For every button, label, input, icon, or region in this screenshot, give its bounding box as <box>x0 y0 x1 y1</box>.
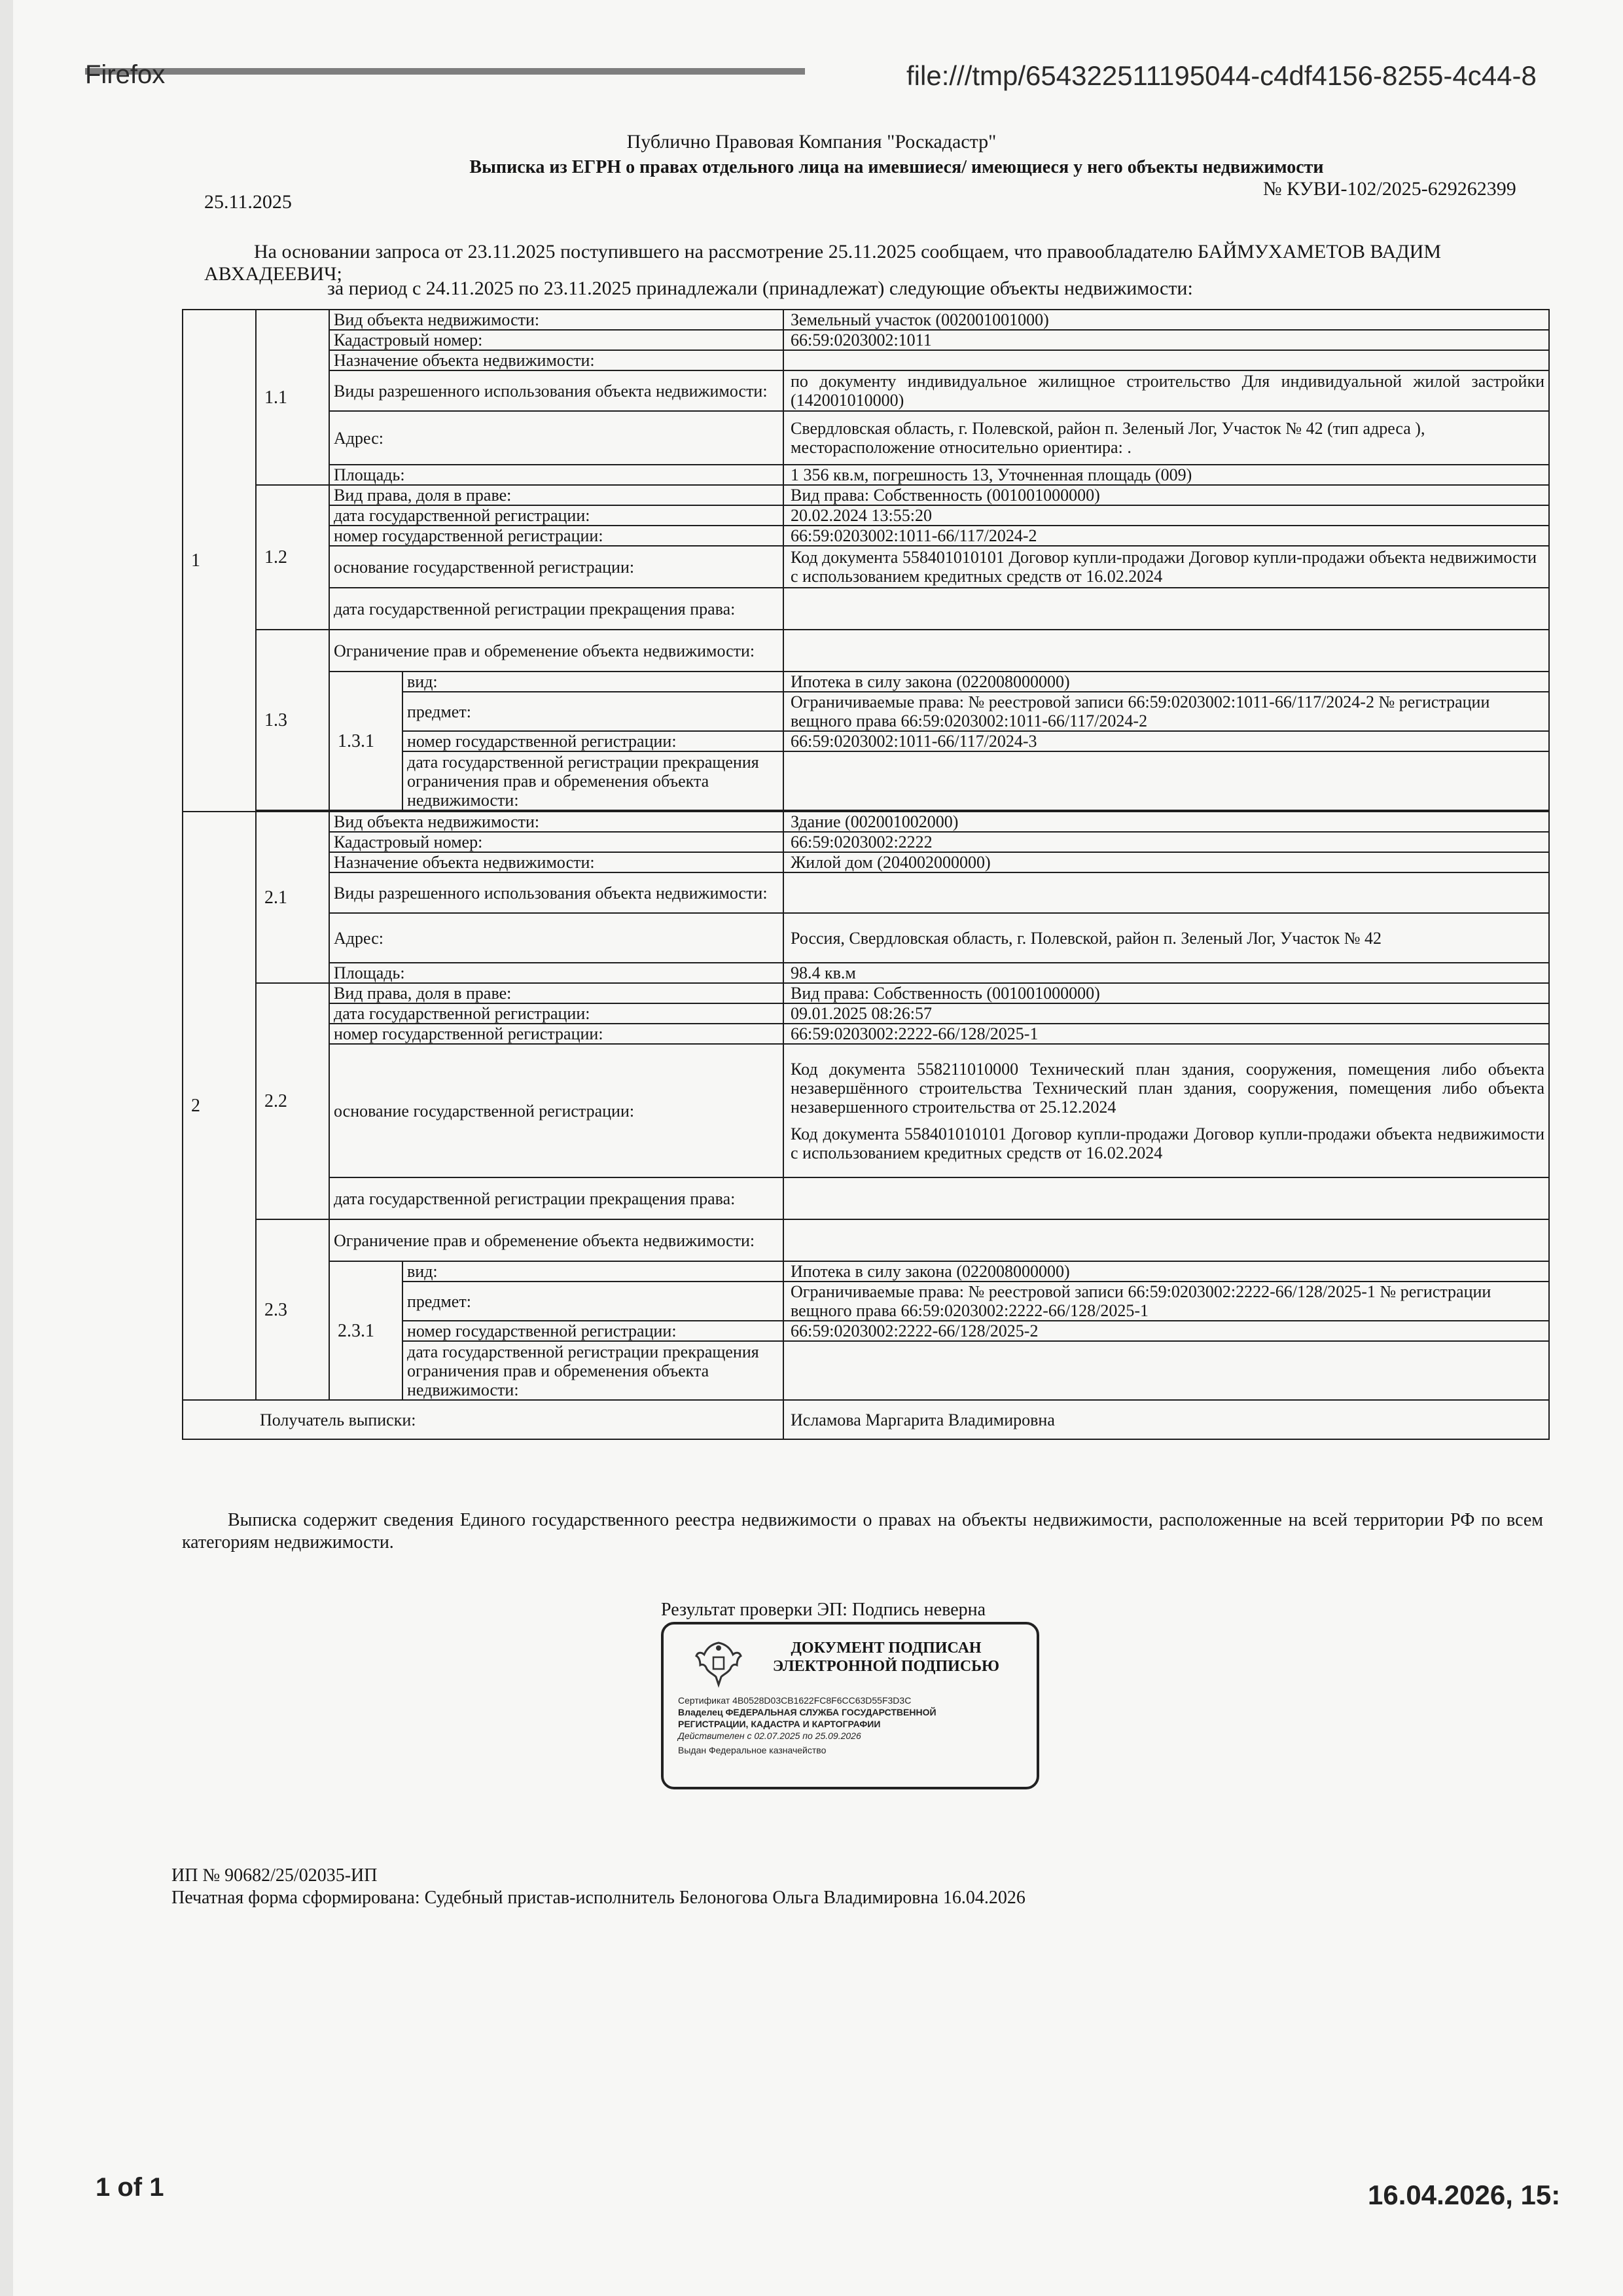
field-label: дата государственной регистрации прекращения ограничения прав и обременения объекта недвижимости: <box>402 1341 783 1400</box>
field-value: 09.01.2025 08:26:57 <box>783 1003 1549 1024</box>
field-label: номер государственной регистрации: <box>329 526 783 546</box>
field-label: Адрес: <box>329 411 783 465</box>
field-label: номер государственной регистрации: <box>402 731 783 751</box>
field-value: Здание (002001002000) <box>783 812 1549 832</box>
browser-name: Firefox <box>85 60 166 89</box>
field-label: предмет: <box>402 692 783 731</box>
doc-title: Выписка из ЕГРН о правах отдельного лица на имевшиеся/ имеющиеся у него объекты недвижимости <box>469 157 1324 177</box>
footer-note: Выписка содержит сведения Единого государственного реестра недвижимости о правах на объекты недвижимости, расположенные на всей территории РФ по всем категориям недвижимости. <box>182 1510 1543 1552</box>
recipient-value: Исламова Маргарита Владимировна <box>783 1400 1549 1439</box>
field-label: дата государственной регистрации прекращения права: <box>329 1177 783 1219</box>
field-label: предмет: <box>402 1282 783 1321</box>
field-value: 66:59:0203002:2222-66/128/2025-1 <box>783 1024 1549 1044</box>
doc-number: № КУВИ-102/2025-629262399 <box>1263 178 1516 200</box>
section-number: 1.1 <box>256 310 329 485</box>
field-label: Назначение объекта недвижимости: <box>329 852 783 872</box>
intro-line-2: АВХАДЕЕВИЧ; <box>204 263 342 285</box>
field-value: по документу индивидуальное жилищное строительство Для индивидуальной жилой застройки (142001010000) <box>783 370 1549 411</box>
field-label: Виды разрешенного использования объекта недвижимости: <box>329 872 783 913</box>
intro-line-3: за период с 24.11.2025 по 23.11.2025 принадлежали (принадлежат) следующие объекты недвижимости: <box>327 278 1193 299</box>
subsection-number: 2.3.1 <box>329 1261 402 1400</box>
stamp-owner-1: Владелец ФЕДЕРАЛЬНАЯ СЛУЖБА ГОСУДАРСТВЕННОЙ <box>678 1707 936 1717</box>
stamp-validity: Действителен с 02.07.2025 по 25.09.2026 <box>678 1731 861 1741</box>
section-number: 2.3 <box>256 1219 329 1400</box>
field-value: 66:59:0203002:1011-66/117/2024-2 <box>783 526 1549 546</box>
field-label: дата государственной регистрации прекращения права: <box>329 588 783 630</box>
intro-line-1: На основании запроса от 23.11.2025 поступившего на рассмотрение 25.11.2025 сообщаем, что правообладателю БАЙМУХАМЕТОВ ВАДИМ <box>254 241 1442 262</box>
section-number: 1.2 <box>256 485 329 630</box>
coat-of-arms-icon <box>692 1638 745 1690</box>
field-value <box>783 1177 1549 1219</box>
object-number: 2 <box>183 812 256 1400</box>
field-value: Код документа 558401010101 Договор купли-продажи Договор купли-продажи объекта недвижимости с использованием кредитных средств от 16.02.2024 <box>783 546 1549 588</box>
field-value: Вид права: Собственность (001001000000) <box>783 485 1549 505</box>
section-number: 2.1 <box>256 812 329 983</box>
field-label: Вид права, доля в праве: <box>329 485 783 505</box>
field-label: Вид объекта недвижимости: <box>329 310 783 330</box>
print-datetime: 16.04.2026, 15: <box>1368 2179 1561 2210</box>
org-name: Публично Правовая Компания "Роскадастр" <box>626 131 997 152</box>
field-label: Ограничение прав и обременение объекта недвижимости: <box>329 1219 783 1261</box>
scan-edge <box>0 0 13 2296</box>
field-value-group <box>783 1044 1549 1177</box>
file-url: file:///tmp/654322511195044-c4df4156-8255-4c44-8 <box>906 60 1537 91</box>
field-label: вид: <box>402 672 783 692</box>
stamp-title: ДОКУМЕНТ ПОДПИСАН ЭЛЕКТРОННОЙ ПОДПИСЬЮ <box>772 1640 1000 1675</box>
printed-by: Печатная форма сформирована: Судебный пристав-исполнитель Белоногова Ольга Владимировна 16.04.2026 <box>171 1888 1026 1908</box>
field-label: Кадастровый номер: <box>329 832 783 852</box>
field-value: Земельный участок (002001001000) <box>783 310 1549 330</box>
section-number: 1.3 <box>256 630 329 810</box>
field-value <box>783 1219 1549 1261</box>
field-label: Вид права, доля в праве: <box>329 983 783 1003</box>
field-label: основание государственной регистрации: <box>329 1044 783 1177</box>
field-value <box>783 350 1549 370</box>
field-label: номер государственной регистрации: <box>329 1024 783 1044</box>
field-label: Площадь: <box>329 963 783 983</box>
field-label: Адрес: <box>329 913 783 963</box>
field-label: Площадь: <box>329 465 783 485</box>
doc-date: 25.11.2025 <box>204 191 292 213</box>
field-value: 1 356 кв.м, погрешность 13, Уточненная площадь (009) <box>783 465 1549 485</box>
field-label: дата государственной регистрации прекращения ограничения прав и обременения объекта недвижимости: <box>402 751 783 810</box>
field-value: Жилой дом (204002000000) <box>783 852 1549 872</box>
enforcement-number: ИП № 90682/25/02035-ИП <box>171 1865 378 1886</box>
stamp-issuer: Выдан Федеральное казначейство <box>678 1745 827 1755</box>
field-value: 66:59:0203002:2222 <box>783 832 1549 852</box>
field-label: Кадастровый номер: <box>329 330 783 350</box>
field-value: 66:59:0203002:1011 <box>783 330 1549 350</box>
field-label: Ограничение прав и обременение объекта недвижимости: <box>329 630 783 672</box>
object-number: 1 <box>183 310 256 812</box>
field-label: дата государственной регистрации: <box>329 505 783 526</box>
field-value <box>783 872 1549 913</box>
field-value: Ограничиваемые права: № реестровой записи 66:59:0203002:1011-66/117/2024-2 № регистрации вещного права 66:59:0203002:1011-66/117/2024-2 <box>783 692 1549 731</box>
basis-document-1: Код документа 558211010000 Технический план здания, сооружения, помещения либо объекта незавершённого строительства Технический план здания, сооружения, помещения либо объекта незавершенного строительства от 25.12.2024 <box>791 1059 1545 1117</box>
field-value <box>783 630 1549 672</box>
signature-check-result: Результат проверки ЭП: Подпись неверна <box>661 1600 986 1620</box>
field-label: Виды разрешенного использования объекта недвижимости: <box>329 370 783 411</box>
rights-table <box>182 309 1550 1440</box>
field-label: номер государственной регистрации: <box>402 1321 783 1341</box>
stamp-owner-2: РЕГИСТРАЦИИ, КАДАСТРА И КАРТОГРАФИИ <box>678 1719 881 1729</box>
field-value: Вид права: Собственность (001001000000) <box>783 983 1549 1003</box>
field-value: 98.4 кв.м <box>783 963 1549 983</box>
recipient-label: Получатель выписки: <box>256 1400 783 1439</box>
field-value <box>783 588 1549 630</box>
print-header-bar <box>85 68 805 75</box>
field-value: Ипотека в силу закона (022008000000) <box>783 1261 1549 1282</box>
stamp-certificate: Сертификат 4B0528D03CB1622FC8F6CC63D55F3D3C <box>678 1695 912 1706</box>
field-value: Ипотека в силу закона (022008000000) <box>783 672 1549 692</box>
e-signature-stamp <box>661 1622 1039 1789</box>
field-label: основание государственной регистрации: <box>329 546 783 588</box>
field-value: 66:59:0203002:2222-66/128/2025-2 <box>783 1321 1549 1341</box>
field-label: Назначение объекта недвижимости: <box>329 350 783 370</box>
field-label: дата государственной регистрации: <box>329 1003 783 1024</box>
field-value <box>783 1341 1549 1400</box>
page-counter: 1 of 1 <box>96 2173 164 2202</box>
field-label: Вид объекта недвижимости: <box>329 812 783 832</box>
field-value: 66:59:0203002:1011-66/117/2024-3 <box>783 731 1549 751</box>
subsection-number: 1.3.1 <box>329 672 402 810</box>
section-number: 2.2 <box>256 983 329 1219</box>
field-value: Свердловская область, г. Полевской, район п. Зеленый Лог, Участок № 42 (тип адреса ), месторасположение относительно ориентира: . <box>783 411 1549 465</box>
basis-document-2: Код документа 558401010101 Договор купли-продажи Договор купли-продажи объекта недвижимости с использованием кредитных средств от 16.02.2024 <box>791 1124 1545 1162</box>
field-value: Ограничиваемые права: № реестровой записи 66:59:0203002:2222-66/128/2025-1 № регистрации вещного права 66:59:0203002:2222-66/128/2025-1 <box>783 1282 1549 1321</box>
field-value: 20.02.2024 13:55:20 <box>783 505 1549 526</box>
field-label: вид: <box>402 1261 783 1282</box>
field-value <box>783 751 1549 810</box>
field-value: Россия, Свердловская область, г. Полевской, район п. Зеленый Лог, Участок № 42 <box>783 913 1549 963</box>
